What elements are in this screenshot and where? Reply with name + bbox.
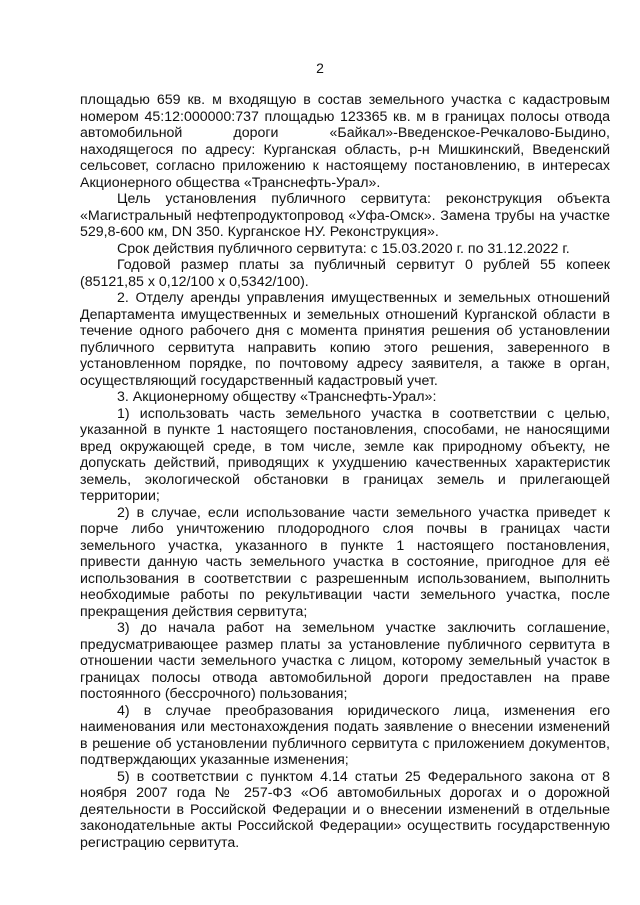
paragraph-servitude-purpose: Цель установления публичного сервитута: реконструкция объекта «Магистральный нефтепродуктопровод «Уфа-Омск». Замена трубы на участке 529,8-600 км, DN 350. Курганское НУ. Реконструкция». [80, 191, 610, 240]
paragraph-servitude-term: Срок действия публичного сервитута: с 15.03.2020 г. по 31.12.2022 г. [117, 240, 570, 257]
paragraph-subitem-1: 1) использовать часть земельного участка в соответствии с целью, указанной в пункте 1 настоящего постановления, способами, не наносящими вред окружающей среде, в том числе, земле как природному объекту, не допускать действий, приводящих к ухудшению качественных характеристик земель, экологической обстановки в границах земель и прилегающей территории; [80, 405, 610, 504]
paragraph-subitem-3: 3) до начала работ на земельном участке заключить соглашение, предусматривающее размер платы за установление публичного сервитута в отношении части земельного участка с лицом, которому земельный участок в границах полосы отвода автомобильной дороги предоставлен на праве постоянного (бессрочного) пользования; [80, 620, 610, 702]
paragraph-item-3-heading: 3. Акционерному обществу «Транснефть-Урал»: [117, 389, 437, 405]
paragraph-subitem-5: 5) в соответствии с пунктом 4.14 статьи 25 Федерального закона от 8 ноября 2007 года № 257-ФЗ «Об автомобильных дорогах и о дорожной деятельности в Российской Федерации и о внесении изменений в отдельные законодательные акты Российской Федерации» осуществить государственную регистрацию сервитута. [80, 768, 610, 851]
page-number: 2 [316, 60, 324, 76]
paragraph-annual-fee: Годовой размер платы за публичный сервитут 0 рублей 55 копеек (85121,85 х 0,12/100 х 0,5342/100). [80, 257, 610, 290]
paragraph-subitem-2: 2) в случае, если использование части земельного участка приведет к порче либо уничтожению плодородного слоя почвы в границах части земельного участка, указанного в пункте 1 настоящего постановления, привести данную часть земельного участка в состояние, пригодное для её использования в соответствии с разрешенным использованием, выполнить необходимые работы по рекультивации части земельного участка, после прекращения действия сервитута; [80, 504, 610, 620]
document-body [80, 92, 610, 851]
paragraph-location-description: площадью 659 кв. м входящую в состав земельного участка с кадастровым номером 45:12:000000:737 площадью 123365 кв. м в границах полосы отвода автомобильной дороги «Байкал»-Введенское-Речкалово-Быдино, находящегося по адресу: Курганская область, р-н Мишкинский, Введенский сельсовет, согласно приложению к настоящему постановлению, в интересах Акционерного общества «Транснефть-Урал». [80, 92, 610, 191]
paragraph-subitem-4: 4) в случае преобразования юридического лица, изменения его наименования или местонахождения подать заявление о внесении изменений в решение об установлении публичного сервитута с приложением документов, подтверждающих указанные изменения; [80, 702, 610, 768]
paragraph-item-2-lease-department: 2. Отделу аренды управления имущественных и земельных отношений Департамента имущественных и земельных отношений Курганской области в течение одного рабочего дня с момента принятия решения об установлении публичного сервитута направить копию этого решения, заверенного в установленном порядке, по почтовому адресу заявителя, а также в орган, осуществляющий государственный кадастровый учет. [80, 290, 610, 389]
